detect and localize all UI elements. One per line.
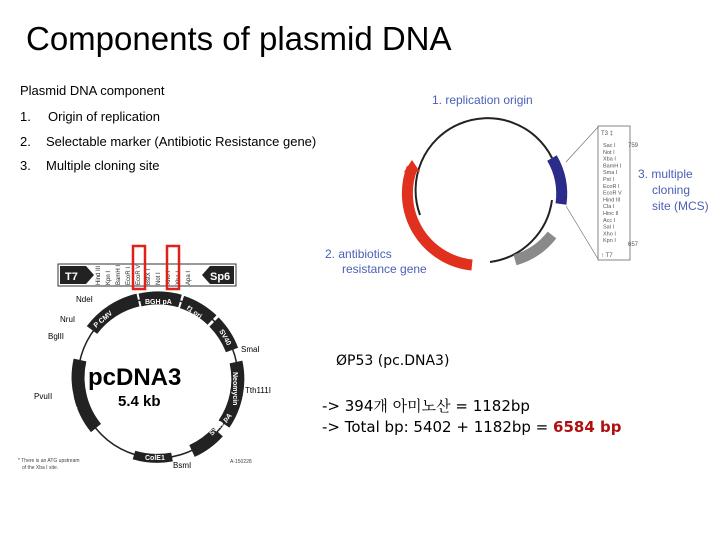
pcdna3-mcs-site-label: Not I (156, 272, 162, 285)
restriction-site-label: SmaI (241, 345, 260, 354)
pcdna3-mcs-site-label: Hind III (96, 265, 102, 285)
sp6-label: Sp6 (210, 271, 231, 283)
component-number: 1. (20, 109, 31, 124)
component-number: 2. (20, 134, 31, 149)
antibiotics-label-line2: resistance gene (342, 262, 427, 276)
restriction-site-label: NdeI (76, 295, 93, 304)
total-bp-note (322, 418, 621, 436)
restriction-site-label: BglII (48, 332, 65, 341)
component-label: Multiple cloning site (46, 158, 160, 173)
slide-title: Components of plasmid DNA (26, 20, 452, 57)
mcs-site-label: EcoR I (603, 183, 620, 190)
mcs-label-line1: 3. multiple (638, 167, 693, 181)
total-bp-highlight: 6584 bp (553, 418, 622, 436)
restriction-site-label: NruI (60, 315, 76, 324)
plasmid-name: pcDNA3 (88, 364, 182, 391)
mcs-site-label: Sal I (603, 224, 615, 231)
mcs-site-label: Xho I (603, 231, 616, 238)
pcdna3-mcs-site-label: EcoR I (126, 266, 132, 285)
mcs-top-number: 759 (628, 143, 639, 149)
feature-label: ColE1 (145, 455, 165, 462)
mcs-label-line2: cloning (652, 183, 691, 197)
feature-label: SV40 pA (208, 412, 234, 438)
mcs-top-label: T3 ‡ (601, 131, 614, 137)
mcs-bottom-label: ↑ T7 (601, 253, 613, 259)
feature-label: BGH pA (145, 299, 172, 306)
plasmid-size: 5.4 kb (118, 393, 161, 410)
amino-acid-note: -> 394개 아미노산 = 1182bp (322, 397, 530, 415)
pcdna3-mcs-site-label: BamH I (116, 264, 122, 285)
mcs-site-label: Sma I (603, 170, 618, 177)
component-label: Origin of replication (48, 109, 160, 124)
restriction-site-label: BsmI (173, 461, 192, 470)
replication-origin-label: 1. replication origin (432, 93, 533, 107)
pcdna3-mcs-site-label: Apa I (186, 270, 192, 285)
mcs-site-label: Not I (603, 149, 615, 156)
mcs-site-label: EcoR V (603, 190, 622, 197)
mcs-bottom-number: 657 (628, 242, 639, 248)
p53-heading: ØP53 (pc.DNA3) (336, 353, 450, 369)
mcs-label-line3: site (MCS) (652, 199, 709, 213)
feature-label: f1 ori (184, 304, 203, 321)
catalog-number: A-150228 (230, 459, 252, 465)
footnote: of the Xba I site. (22, 465, 59, 471)
mcs-site-label: Cla I (603, 204, 615, 211)
pcdna3-mcs-site-label: BstX I (146, 268, 152, 285)
component-label: Selectable marker (Antibiotic Resistance gene) (46, 134, 317, 149)
mcs-site-label: Sac I (603, 143, 616, 149)
mcs-site-label: Pst I (603, 177, 615, 183)
mcs-site-label: Hinc II (603, 211, 619, 217)
component-list-heading: Plasmid DNA component (20, 83, 165, 98)
component-number: 3. (20, 158, 31, 173)
mcs-site-label: Kpn I (603, 238, 616, 245)
t7-label: T7 (65, 271, 78, 283)
mcs-site-label: Xba I (603, 156, 616, 163)
footnote: * There is an ATG upstream (18, 458, 80, 464)
restriction-site-label: Tth111I (245, 386, 271, 395)
antibiotics-label-line1: 2. antibiotics (325, 247, 392, 261)
mcs-site-label: Acc I (603, 217, 616, 224)
mcs-site-label: Hind III (603, 197, 621, 204)
total-bp-prefix: -> Total bp: 5402 + 1182bp = (322, 418, 554, 436)
pcdna3-mcs-site-label: EcoR V (136, 264, 142, 285)
mcs-site-label: BamH I (603, 163, 622, 170)
feature-label: P CMV (92, 309, 115, 330)
pcdna3-mcs-site-label: Xba I (176, 270, 182, 285)
pcdna3-mcs-site-label: Kpn I (106, 270, 112, 285)
feature-label: SV40 (217, 328, 232, 347)
pcdna3-mcs-site-label: Xho I (166, 270, 172, 285)
feature-label: Neomycin (231, 372, 238, 406)
feature-label: Ampicillin (67, 386, 80, 421)
restriction-site-label: PvuII (34, 392, 53, 401)
